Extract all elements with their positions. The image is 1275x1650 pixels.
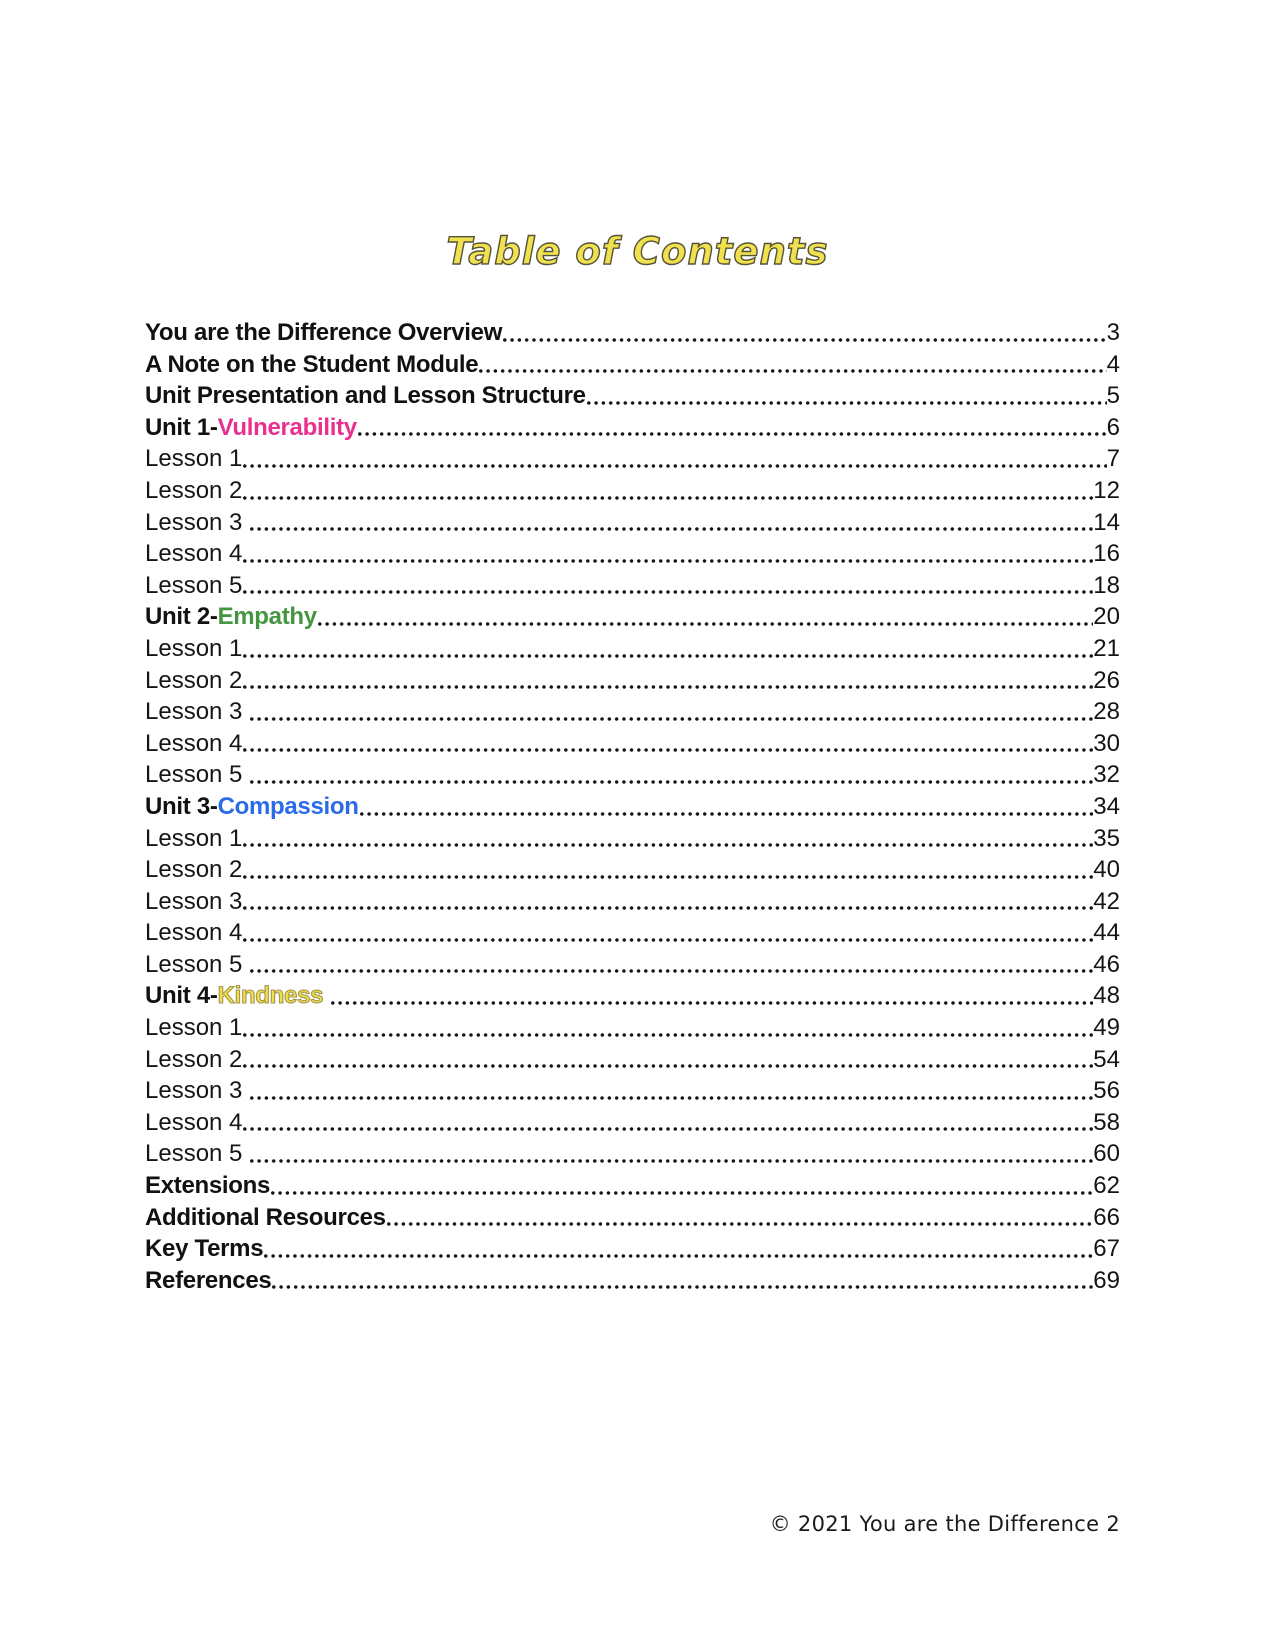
dot-leader-icon <box>242 633 1093 665</box>
dot-leader-icon <box>359 791 1094 823</box>
toc-entry-page-number: 26 <box>1093 666 1120 694</box>
toc-entry-label: Key Terms <box>145 1235 264 1263</box>
dot-leader-icon <box>242 917 1093 949</box>
toc-entry-page-number: 3 <box>1106 319 1120 346</box>
toc-entry-page-number: 18 <box>1093 571 1120 599</box>
toc-entry-unit-name: Empathy <box>217 603 317 631</box>
toc-entry-page-number: 54 <box>1093 1045 1120 1073</box>
toc-row <box>145 1012 1120 1044</box>
dot-leader-icon <box>242 886 1093 918</box>
toc-entry-label: Extensions <box>145 1172 271 1200</box>
dot-leader-icon <box>242 443 1106 475</box>
dot-leader-icon <box>249 507 1093 539</box>
toc-row <box>145 380 1120 412</box>
toc-entry-page-number: 40 <box>1093 856 1120 884</box>
dot-leader-icon <box>249 759 1093 791</box>
toc-entry-label: Unit 2- <box>145 603 218 631</box>
toc-entry-label: Lesson 4 <box>145 919 243 947</box>
toc-row <box>145 665 1120 697</box>
dot-leader-icon <box>317 601 1093 633</box>
toc-entry-label: Lesson 2 <box>145 476 243 504</box>
toc-entry-page-number: 16 <box>1093 540 1120 568</box>
dot-leader-icon <box>271 1265 1093 1297</box>
toc-entry-page-number: 12 <box>1093 476 1120 504</box>
toc-entry-label: Lesson 3 <box>145 698 250 726</box>
toc-entry-page-number: 48 <box>1093 982 1120 1010</box>
toc-entry-label: Unit 4- <box>145 982 218 1010</box>
toc-entry-label: Lesson 2 <box>145 1045 243 1073</box>
toc-row <box>145 538 1120 570</box>
toc-row <box>145 854 1120 886</box>
dot-leader-icon <box>330 980 1094 1012</box>
toc-entry-label: Lesson 5 <box>145 1140 250 1168</box>
toc-row <box>145 1265 1120 1297</box>
toc-entry-label: Unit 3- <box>145 792 218 820</box>
dot-leader-icon <box>357 412 1107 444</box>
toc-entry-label: Lesson 4 <box>145 729 243 757</box>
dot-leader-icon <box>386 1202 1094 1234</box>
toc-entry-page-number: 46 <box>1093 950 1120 978</box>
toc-row <box>145 1075 1120 1107</box>
toc-row <box>145 412 1120 444</box>
toc-entry-label: Lesson 1 <box>145 824 243 852</box>
dot-leader-icon <box>478 349 1106 381</box>
toc-row <box>145 507 1120 539</box>
toc-entry-label: Lesson 4 <box>145 540 243 568</box>
toc-entry-label: A Note on the Student Module <box>145 350 479 378</box>
dot-leader-icon <box>249 1075 1093 1107</box>
toc-row <box>145 349 1120 381</box>
toc-row <box>145 759 1120 791</box>
toc-entry-page-number: 69 <box>1093 1266 1120 1294</box>
dot-leader-icon <box>242 854 1093 886</box>
dot-leader-icon <box>263 1233 1093 1265</box>
toc-entry-label: Lesson 5 <box>145 950 250 978</box>
dot-leader-icon <box>242 1012 1093 1044</box>
toc-row <box>145 475 1120 507</box>
toc-entry-label: Lesson 2 <box>145 666 243 694</box>
toc-entry-page-number: 14 <box>1093 508 1120 536</box>
toc-row <box>145 1138 1120 1170</box>
toc-row <box>145 1044 1120 1076</box>
toc-entry-page-number: 66 <box>1093 1203 1120 1231</box>
toc-entry-page-number: 62 <box>1093 1172 1120 1200</box>
toc-row <box>145 1233 1120 1265</box>
toc-entry-page-number: 34 <box>1093 792 1120 820</box>
toc-entry-label: Lesson 1 <box>145 1014 243 1042</box>
toc-entry-page-number: 20 <box>1093 603 1120 631</box>
dot-leader-icon <box>242 823 1093 855</box>
toc-row <box>145 886 1120 918</box>
toc-row <box>145 823 1120 855</box>
toc-entry-page-number: 67 <box>1093 1235 1120 1263</box>
dot-leader-icon <box>242 1044 1093 1076</box>
toc-row <box>145 980 1120 1012</box>
toc-entry-page-number: 42 <box>1093 887 1120 915</box>
dot-leader-icon <box>242 538 1093 570</box>
page-title: Table of Contents <box>446 230 829 273</box>
toc-row <box>145 791 1120 823</box>
toc-entry-label: Lesson 5 <box>145 571 243 599</box>
dot-leader-icon <box>249 696 1093 728</box>
toc-entry-label: References <box>145 1266 272 1294</box>
toc-entry-label: Lesson 1 <box>145 634 243 662</box>
page-footer: © 2021 You are the Difference 2 <box>769 1512 1120 1536</box>
toc-entry-page-number: 60 <box>1093 1140 1120 1168</box>
toc-row <box>145 443 1120 475</box>
toc-entry-label: Lesson 3 <box>145 1077 250 1105</box>
toc-row <box>145 949 1120 981</box>
dot-leader-icon <box>242 728 1093 760</box>
toc-row <box>145 317 1120 349</box>
toc-entry-label: Lesson 3 <box>145 887 243 915</box>
toc-entry-label: Unit 1- <box>145 413 218 441</box>
toc-row <box>145 633 1120 665</box>
toc-entry-page-number: 30 <box>1093 729 1120 757</box>
toc-entry-label: Lesson 2 <box>145 856 243 884</box>
toc-entry-page-number: 35 <box>1093 824 1120 852</box>
toc-entry-unit-name: Kindness <box>217 982 330 1010</box>
toc-entry-label: You are the Difference Overview <box>145 319 503 346</box>
toc-entry-label: Unit Presentation and Lesson Structure <box>145 382 586 410</box>
toc-entry-unit-name: Vulnerability <box>217 413 357 441</box>
dot-leader-icon <box>270 1170 1093 1202</box>
toc-entry-label: Lesson 1 <box>145 445 243 473</box>
toc-entry-page-number: 44 <box>1093 919 1120 947</box>
toc-row <box>145 728 1120 760</box>
toc-entry-unit-name: Compassion <box>217 792 359 820</box>
toc-entry-label: Lesson 3 <box>145 508 250 536</box>
toc-entry-page-number: 6 <box>1106 413 1120 441</box>
dot-leader-icon <box>249 1138 1093 1170</box>
toc-entry-page-number: 7 <box>1106 445 1120 473</box>
toc-entry-page-number: 49 <box>1093 1014 1120 1042</box>
dot-leader-icon <box>242 570 1093 602</box>
dot-leader-icon <box>242 1107 1093 1139</box>
dot-leader-icon <box>249 949 1093 981</box>
dot-leader-icon <box>586 380 1107 412</box>
toc-entry-page-number: 56 <box>1093 1077 1120 1105</box>
toc-list <box>145 317 1120 1296</box>
dot-leader-icon <box>242 665 1093 697</box>
toc-entry-page-number: 32 <box>1093 761 1120 789</box>
toc-entry-page-number: 28 <box>1093 698 1120 726</box>
toc-entry-page-number: 4 <box>1106 350 1120 378</box>
toc-row <box>145 1170 1120 1202</box>
toc-row <box>145 1107 1120 1139</box>
toc-row <box>145 1202 1120 1234</box>
toc-entry-page-number: 58 <box>1093 1108 1120 1136</box>
toc-entry-label: Lesson 5 <box>145 761 250 789</box>
toc-entry-label: Additional Resources <box>145 1203 386 1231</box>
toc-entry-page-number: 21 <box>1093 634 1120 662</box>
toc-row <box>145 917 1120 949</box>
toc-entry-label: Lesson 4 <box>145 1108 243 1136</box>
dot-leader-icon <box>502 317 1107 349</box>
toc-row <box>145 601 1120 633</box>
toc-row <box>145 696 1120 728</box>
dot-leader-icon <box>242 475 1093 507</box>
toc-row <box>145 570 1120 602</box>
toc-entry-page-number: 5 <box>1106 382 1120 410</box>
